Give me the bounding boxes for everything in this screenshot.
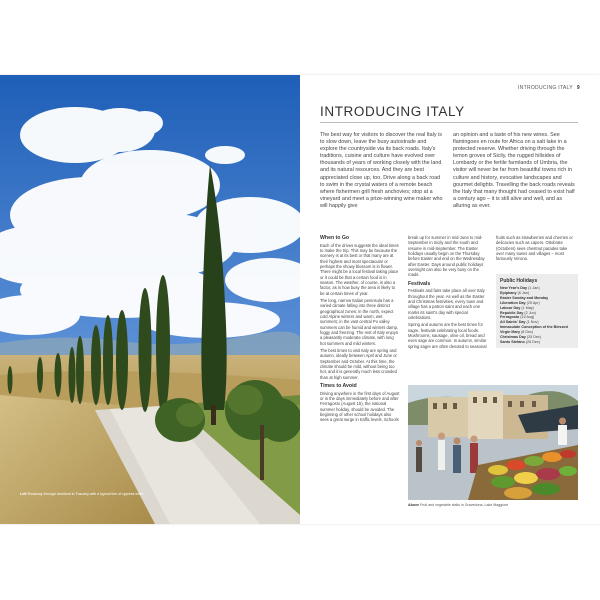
photo-caption-label: Left (20, 492, 27, 496)
when-to-go-paragraph: Each of the drives suggests the ideal times to make the trip. This may be because the scenery is at its best or that many are at their highest and most spectacular or perhaps the showy blossom is in flower. There might be a local festival taking place or it could be that a certain food is in season. The weather, of course, is also a factor, as is how busy the area is likely to be at certain times of year. (320, 242, 399, 296)
holiday-name: Ferragosto (500, 315, 520, 320)
festivals-paragraph: Spring and autumn are the best times for sagre, festivals celebrating local foods. Mushrooms, sausage, olive oil, bread and even sage are common. In autumn, similar spring sagre are often devoted to seasonal (408, 322, 487, 349)
holiday-name: All Saints' Day (500, 320, 526, 325)
book-spread (0, 75, 600, 524)
holiday-name: Christmas Day (500, 335, 526, 340)
intro-paragraph-1: The best way for visitors to discover the real Italy is to slow down, leave the busy autostrade and explore the countryside via its back roads. Italy's traditions, cuisine and culture have evolved over thousands of years of working closely with the land and its natural resources. And they are best appreciated close up, too. Drive along a back road to swim in the crystal waters of a remote beach where fishermen grill fresh anchovies; stop at a vineyard and meet a prize-winning wine maker who will happily give (320, 132, 443, 209)
holiday-name: Liberation Day (500, 300, 526, 305)
festivals-paragraph: Festivals and fairs take place all over Italy throughout the year. As well as the Easter and Christmas festivities, every town and village has a patron saint and each one marks its saint's day with special celebrations. (408, 288, 485, 320)
holiday-date: (25 Apr) (526, 300, 540, 305)
text-page (300, 75, 600, 524)
holiday-date: (8 Dec) (521, 330, 534, 335)
holiday-date: (25 Dec) (526, 335, 541, 340)
tuscany-road-cypress-image (0, 75, 300, 524)
running-head (518, 85, 580, 91)
column-3 (496, 235, 576, 264)
market-caption-label: Above (408, 503, 419, 507)
column-2 (408, 235, 488, 351)
market-photo (408, 385, 578, 500)
public-holidays-heading: Public Holidays (500, 278, 538, 284)
holiday-name: New Year's Day (500, 286, 528, 290)
market-caption-text: Fruit and vegetable stalls in Gravedona, Lake Maggiore (419, 503, 509, 507)
holiday-name: Santo Stefano (500, 339, 525, 344)
title-divider (320, 122, 578, 123)
page-number: 9 (576, 85, 580, 91)
when-to-go-heading: When to Go (320, 235, 350, 241)
market-stall-image (408, 385, 578, 500)
public-holidays-box (496, 274, 578, 348)
when-to-go-paragraph: The best times to visit Italy are spring and autumn, ideally between April and June or September and October. At this time, the climate should be mild, without being too hot, and it is generally much less crowded than at high summer. (320, 348, 397, 380)
holiday-name: Labour Day (500, 305, 521, 310)
photo-caption-text: Roadway through farmland in Tuscany with a typical line of cypress trees (27, 492, 144, 496)
holiday-name: Epiphany (500, 290, 517, 295)
tuscany-photo (0, 75, 300, 524)
holiday-date: (2 Jun) (524, 310, 536, 315)
holiday-date: (1 Nov) (526, 320, 539, 325)
holiday-date: (26 Dec) (525, 339, 540, 344)
holiday-name: Republic Day (500, 310, 524, 315)
festivals-heading: Festivals (408, 280, 431, 287)
holiday-date: (1 May) (521, 305, 534, 310)
holiday-item (500, 340, 574, 345)
holiday-date: (1 Jan) (528, 286, 540, 290)
holiday-date: (15 Aug) (520, 315, 535, 320)
market-caption (408, 503, 578, 508)
intro-paragraph-2: an opinion and a taste of his new wines. See flamingoes en route for Africa on a salt lake in a protected reserve. Whether driving through the lemon groves of Sicily, the rugged hillsides of Lombardy or the fertile farmlands of Umbria, the visitor will never be far from beautiful towns rich in culture and history, evocative landscapes and gourmet delights. Travelling the back roads reveals the Italy that many thought had ceased to exist half a century ago – it is still alive and well, and as alluring as ever. (453, 132, 575, 209)
holiday-item (500, 325, 574, 335)
times-to-avoid-heading: Times to Avoid (320, 383, 357, 390)
running-head-title: INTRODUCING ITALY (517, 85, 573, 91)
column-3-paragraph: fruits such as strawberries and cherries or delicacies such as capers. Ottobrate (Octobers) sees chestnut parades take over many towns and villages – most famously Verona. (496, 235, 573, 262)
holiday-name: Immaculate Conception of the Blessed Virgin Mary (500, 325, 568, 335)
page-title: INTRODUCING ITALY (320, 104, 465, 119)
column-1 (320, 235, 400, 425)
holiday-name: Easter Sunday and Monday (500, 295, 549, 300)
holiday-date: (6 Jan) (517, 290, 530, 295)
when-to-go-paragraph: The long, narrow Italian peninsula has a varied climate falling into three distinct geographical zones: in the north, expect cold Alpine winters and warm, wet summers; in the vast central Po valley summers can be humid and winters damp, foggy and freezing. The rest of Italy enjoys a pleasantly moderate climate, with long hot summers and mild winters. (320, 297, 399, 346)
photo-caption (20, 492, 170, 497)
column-2-paragraph: break up for summer in mid-June to mid-September in Sicily and the south and resume in mid-September. The Easter holidays usually begin on the Thursday before Easter and end on the Wednesday after Easter. Days around public holidays overnight can also be very busy on the roads. (408, 235, 485, 278)
times-to-avoid-paragraph: Driving anywhere in the first days of August or in the days immediately before and after Ferragosto (August 15), the national summer holiday, should be avoided. The beginning of other school holidays also sees a great surge in traffic levels. Schools (320, 390, 400, 423)
